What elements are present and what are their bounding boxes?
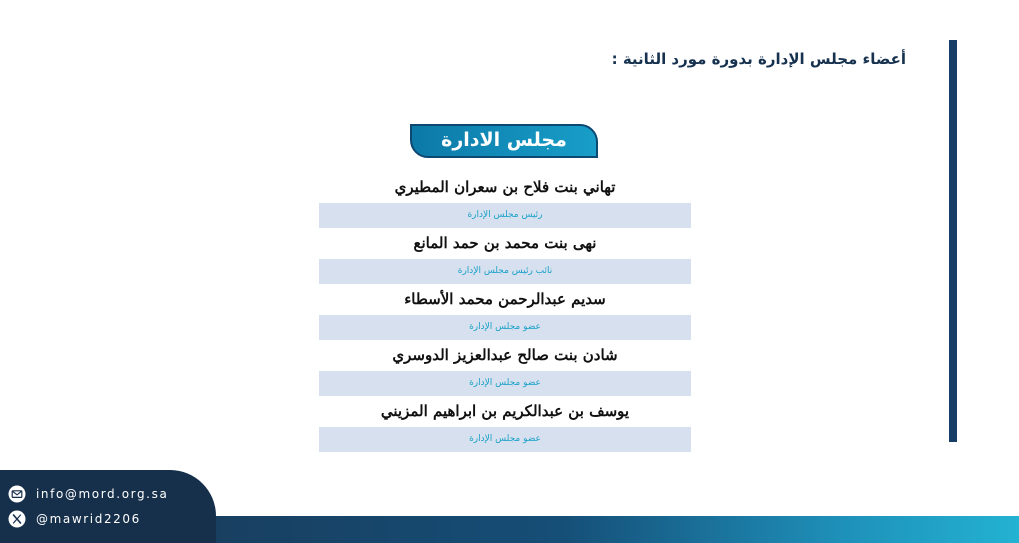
social-handle: @mawrid2206 (36, 512, 141, 526)
member-role: رئيس مجلس الإدارة (319, 203, 691, 228)
member-role: عضو مجلس الإدارة (319, 315, 691, 340)
member-role: عضو مجلس الإدارة (319, 427, 691, 452)
board-members-list (319, 172, 691, 452)
member-name: يوسف بن عبدالكريم بن ابراهيم المزيني (380, 402, 630, 420)
email-address: info@mord.org.sa (36, 487, 169, 501)
footer-contact-panel (0, 470, 216, 543)
x-logo-icon (8, 510, 26, 528)
member-role: عضو مجلس الإدارة (319, 371, 691, 396)
member-name: نهى بنت محمد بن حمد المانع (413, 234, 597, 252)
slide-title: أعضاء مجلس الإدارة بدورة مورد الثانية : (611, 50, 906, 68)
accent-bar (949, 40, 957, 442)
contact-social (8, 510, 141, 528)
contact-email (8, 485, 168, 503)
member-name: شادن بنت صالح عبدالعزيز الدوسري (392, 346, 618, 364)
envelope-icon (8, 485, 26, 503)
member-name: تهاني بنت فلاح بن سعران المطيري (394, 178, 616, 196)
member-role: نائب رئيس مجلس الإدارة (319, 259, 691, 284)
member-name: سديم عبدالرحمن محمد الأسطاء (404, 290, 606, 308)
board-heading: مجلس الادارة (410, 124, 598, 158)
